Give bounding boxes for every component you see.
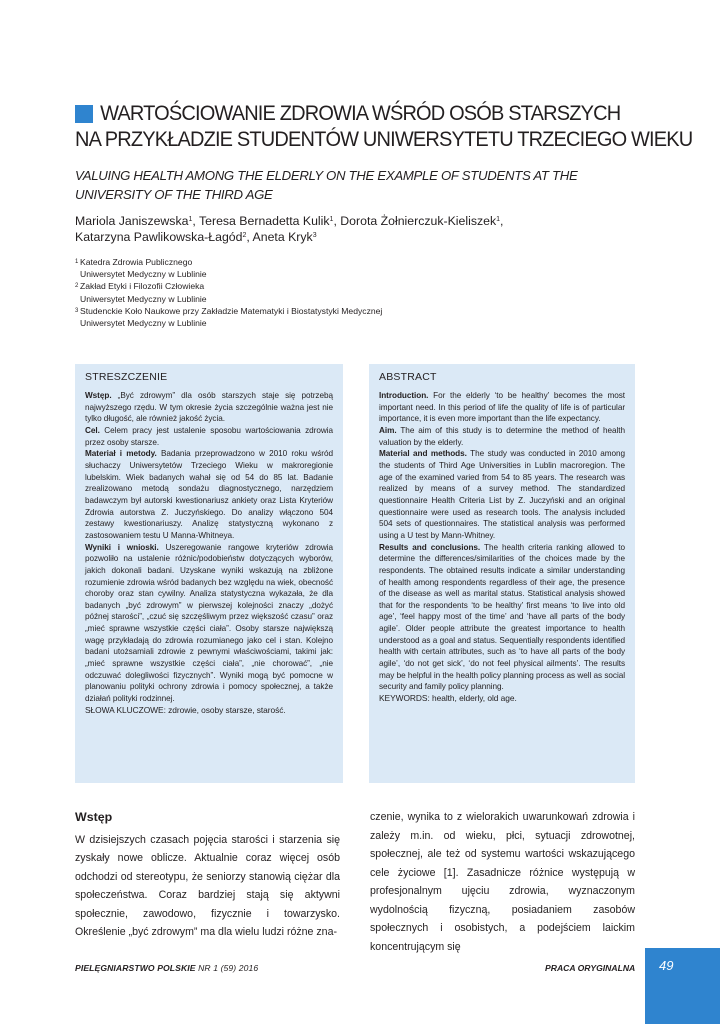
abstract-box (369, 364, 635, 783)
abstract-body (379, 390, 625, 705)
abstract-section: Introduction. For the elderly ‘to be healthy’ becomes the most important need. In this period of life the quality of life is of particular importance, it is even more important than the life expectancy. (379, 391, 625, 424)
authors: Mariola Janiszewska$^1$, Teresa Bernadetta Kulik$^1$, Dorota Żołnierczuk-Kieliszek$^1$, Katarzyna Pawlikowska-Łagód$^2$, Aneta Kryk$^3$ (75, 214, 504, 244)
abstract-section: Wstęp. „Być zdrowym” dla osób starszych staje się potrzebą najwyższego rzędu. W tym okresie życia szczególnie ważna jest nie tylko długość, ale również jakość życia. (85, 391, 333, 424)
affiliation: 2 Zakład Etyki i Filozofii Człowieka Uniwersytet Medyczny w Lublinie (75, 281, 207, 304)
article-title (75, 100, 693, 152)
body-column-right (370, 808, 635, 956)
page-number: 49 (659, 958, 674, 973)
english-subtitle: VALUING HEALTH AMONG THE ELDERLY ON THE EXAMPLE OF STUDENTS AT THE UNIVERSITY OF THE THIRD AGE (75, 168, 578, 202)
body-paragraph: W dzisiejszych czasach pojęcia starości i starzenia się zyskały nowe oblicze. Aktualnie coraz więcej osób odchodzi od stereotypu, że seniorzy stanowią ciężar dla społeczeństwa. Coraz bardziej stają się aktywni społecznie, zawodowo, fizycznie i towarzysko. Określenie „być zdrowym” ma dla wielu ludzi różne zna- (75, 833, 340, 938)
affiliation: 1 Katedra Zdrowia Publicznego Uniwersytet Medyczny w Lublinie (75, 257, 207, 280)
streszczenie-box (75, 364, 343, 783)
streszczenie-body (85, 390, 333, 716)
abstract-section: Cel. Celem pracy jest ustalenie sposobu wartościowania zdrowia przez osoby starsze. (85, 425, 333, 447)
abstract-heading: ABSTRACT (379, 371, 437, 383)
body-column-left (75, 808, 340, 942)
abstract-section: Materiał i metody. Badania przeprowadzono w 2010 roku wśród słuchaczy Uniwersytetów Trzeciego Wieku w makroregionie lubelskim. Wiek badanych wahał się od 54 do 85 lat. Badanie zrealizowano metodą sondażu diagnostycznego, narzędziem badawczym był autorski kwestionariusz ankiety oraz Lista Kryteriów Zdrowia autorstwa Z. Juczyńskiego. Do analizy włączono 504 zestawy kwestionariuszy. Analizę statystyczną wykonano z zastosowaniem testu U Manna-Whitneya. (85, 449, 333, 540)
title-line-1: WARTOŚCIOWANIE ZDROWIA WŚRÓD OSÓB STARSZYCH (100, 101, 621, 125)
author-name: Aneta Kryk (252, 230, 313, 244)
affiliation: 3 Studenckie Koło Naukowe przy Zakładzie Matematyki i Biostatystyki Medycznej Uniwersytet Medyczny w Lublinie (75, 305, 383, 329)
footer-journal: PIELĘGNIARSTWO POLSKIE NR 1 (59) 2016 (75, 963, 259, 973)
abstract-section: Results and conclusions. The health criteria ranking allowed to determine the differences/similarities of the choices made by the respondents. The obtained results indicate a similar understanding of health among respondents regardless of their age, the presence of the disease as well as marital status. Statistical analysis showed that for the respondents ‘to be healthy’ first means ‘to live into old age’, ‘feel happy most of the time’ and ‘have all parts of the body agile’. Older people attribute the greatest importance to health understood as a goal and status. Sequentially respondents identified health with certain attributes, such as ‘to have all parts of the body agile’, ‘do not get sick’, ‘do not feel physical ailments’. The results may be helpful in the health policy planning process as well as social security and family policy planning. (379, 542, 625, 692)
abstract-section: Material and methods. The study was conducted in 2010 among the students of Third Age Universities in Lublin macroregion. The age of the examined varied from 54 to 85 years. The research was realized by means of a survey method. The standardized questionnaire Health Criteria List by Z. Juczyński and an original questionnaire were used as research tools. The analysis included 504 sets of questionnaires. The statistical analysis was performed using a U test by Mann-Whitney. (379, 449, 625, 540)
streszczenie-heading: STRESZCZENIE (85, 371, 168, 383)
keywords-pl: SŁOWA KLUCZOWE: zdrowie, osoby starsze, starość. (85, 704, 286, 715)
body-paragraph: czenie, wynika to z wielorakich uwarunkowań zdrowia i zależy m.in. od wieku, płci, sytuacji zdrowotnej, społecznej, ale też od systemu wartości wskazującego cele życiowe [1]. Zasadnicze różnice występują w profesjonalnym ujęciu zdrowia, wyznaczonym wydolnością fizyczną, posiadaniem zasobów społecznych i osobistych, a podejściem laickim koncentrującym się (370, 811, 635, 953)
affiliations (75, 256, 495, 329)
author-name: Teresa Bernadetta Kulik (198, 214, 330, 228)
title-line-2: NA PRZYKŁADZIE STUDENTÓW UNIWERSYTETU TRZECIEGO WIEKU (75, 127, 693, 151)
author-name: Mariola Janiszewska (75, 214, 189, 228)
page-number-box (645, 948, 720, 1024)
abstract-section: Wyniki i wnioski. Uszeregowanie rangowe kryteriów zdrowia pozwoliło na ustalenie różnic/podobieństw dotyczących wyborów, jakich dokonali badani. Uzyskane wyniki wskazują na zbliżone rozumienie zdrowia wśród badanych bez względu na wiek, obecność choroby oraz stan cywilny. Analiza statystyczna wykazała, że dla badanych „być zdrowym” w pierwszej kolejności znaczy „dożyć późnej starości”, „czuć się szczęśliwym przez większość czasu” oraz „mieć sprawne wszystkie części ciała”. Osoby starsze największą wagę przykładają do zdrowia rozumianego jako cel i stan. Kolejno badani utożsamiali zdrowie z pewnymi właściwościami, takimi jak: „mieć sprawne wszystkie części ciała”, „nie chorować”, „nie odczuwać dolegliwości fizycznych”. Wyniki mogą być pomocne w planowaniu polityki ochrony zdrowia i pomocy społecznej, a także działań polityki rodzinnej. (85, 542, 334, 704)
abstract-section: Aim. The aim of this study is to determine the method of health valuation by the elderly. (379, 425, 625, 447)
footer-article-type: PRACA ORYGINALNA (545, 963, 636, 973)
author-name: Dorota Żołnierczuk-Kieliszek (340, 214, 497, 228)
author-name: Katarzyna Pawlikowska-Łagód (75, 230, 243, 244)
keywords-en: KEYWORDS: health, elderly, old age. (379, 693, 517, 704)
section-title-wstep: Wstęp (75, 810, 113, 824)
